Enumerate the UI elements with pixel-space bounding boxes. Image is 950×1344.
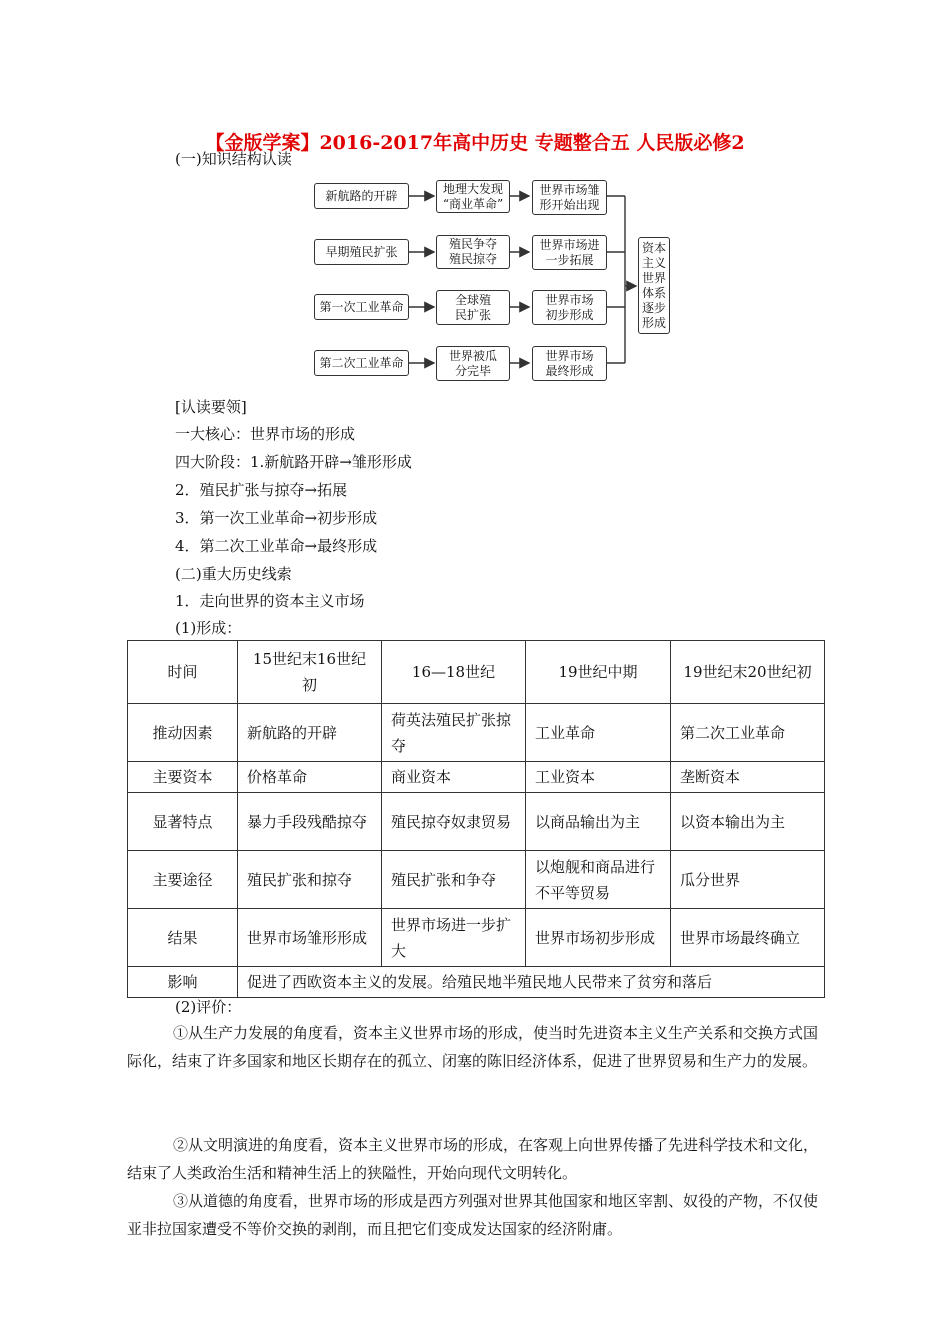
table-cell: 第二次工业革命 <box>671 704 825 762</box>
formation-label: (1)形成： <box>175 619 242 637</box>
table-header-cell: 19世纪末20世纪初 <box>671 641 825 704</box>
table-row-label: 推动因素 <box>128 704 238 762</box>
diagram-market-3: 世界市场 初步形成 <box>532 290 607 325</box>
table-header-cell: 时间 <box>128 641 238 704</box>
diagram-market-1: 世界市场雏 形开始出现 <box>532 180 607 215</box>
table-impact-cell: 促进了西欧资本主义的发展。给殖民地半殖民地人民带来了贫穷和落后 <box>238 967 825 998</box>
table-row-label: 结果 <box>128 909 238 967</box>
history-table <box>127 640 825 998</box>
page-title: 【金版学案】2016-2017年高中历史 专题整合五 人民版必修2 <box>205 132 745 154</box>
diagram-stage-2: 早期殖民扩张 <box>314 239 409 265</box>
table-cell: 商业资本 <box>382 762 526 793</box>
table-row-label: 主要途径 <box>128 851 238 909</box>
table-row <box>128 793 825 851</box>
table-cell: 工业资本 <box>526 762 671 793</box>
table-row <box>128 851 825 909</box>
diagram-result: 资本 主义 世界 体系 逐步 形成 <box>638 237 670 334</box>
table-cell: 世界市场初步形成 <box>526 909 671 967</box>
evaluation-paragraph-3: ③从道德的角度看，世界市场的形成是西方列强对世界其他国家和地区宰割、奴役的产物，不仅使亚非拉国家遭受不等价交换的剥削，而且把它们变成发达国家的经济附庸。 <box>127 1192 819 1238</box>
table-header-cell: 15世纪末16世纪初 <box>238 641 382 704</box>
table-cell: 世界市场雏形形成 <box>238 909 382 967</box>
table-cell: 新航路的开辟 <box>238 704 382 762</box>
table-cell: 以炮舰和商品进行不平等贸易 <box>526 851 671 909</box>
table-header-cell: 16—18世纪 <box>382 641 526 704</box>
table-cell: 瓜分世界 <box>671 851 825 909</box>
reading-core: 一大核心：世界市场的形成 <box>175 425 356 443</box>
table-row <box>128 762 825 793</box>
diagram-event-1: 地理大发现 “商业革命” <box>436 180 510 213</box>
reading-stages: 四大阶段：1.新航路开辟→雏形形成 <box>175 453 412 471</box>
evaluation-paragraph-1: ①从生产力发展的角度看，资本主义世界市场的形成，使当时先进资本主义生产关系和交换方式国际化，结束了许多国家和地区长期存在的孤立、闭塞的陈旧经济体系，促进了世界贸易和生产力的发展。 <box>127 1024 819 1070</box>
table-cell: 以商品输出为主 <box>526 793 671 851</box>
table-row-label: 显著特点 <box>128 793 238 851</box>
table-cell: 以资本输出为主 <box>671 793 825 851</box>
table-cell: 世界市场最终确立 <box>671 909 825 967</box>
table-cell: 价格革命 <box>238 762 382 793</box>
table-row-label: 影响 <box>128 967 238 998</box>
table-row <box>128 704 825 762</box>
topic-heading: 1．走向世界的资本主义市场 <box>175 592 365 610</box>
table-cell: 世界市场进一步扩大 <box>382 909 526 967</box>
diagram-stage-3: 第一次工业革命 <box>314 294 409 320</box>
reading-stage-3: 3．第一次工业革命→初步形成 <box>175 509 378 527</box>
reading-stage-2: 2．殖民扩张与掠夺→拓展 <box>175 481 348 499</box>
diagram-stage-1: 新航路的开辟 <box>314 183 409 209</box>
diagram-market-2: 世界市场进 一步拓展 <box>532 235 607 270</box>
reading-stage-4: 4．第二次工业革命→最终形成 <box>175 537 378 555</box>
diagram-event-3: 全球殖 民扩张 <box>436 290 510 325</box>
table-cell: 垄断资本 <box>671 762 825 793</box>
section-heading-structure: (一)知识结构认读 <box>175 150 292 168</box>
reading-heading: [认读要领] <box>175 398 247 416</box>
evaluation-paragraph-2: ②从文明演进的角度看，资本主义世界市场的形成，在客观上向世界传播了先进科学技术和文化，结束了人类政治生活和精神生活上的狭隘性，开始向现代文明转化。 <box>127 1136 819 1182</box>
table-cell: 工业革命 <box>526 704 671 762</box>
table-cell: 殖民扩张和掠夺 <box>238 851 382 909</box>
diagram-event-2: 殖民争夺 殖民掠夺 <box>436 235 510 269</box>
table-row <box>128 909 825 967</box>
table-cell: 暴力手段残酷掠夺 <box>238 793 382 851</box>
table-cell: 荷英法殖民扩张掠夺 <box>382 704 526 762</box>
table-header-row <box>128 641 825 704</box>
section-heading-clues: (二)重大历史线索 <box>175 565 292 583</box>
table-cell: 殖民掠夺奴隶贸易 <box>382 793 526 851</box>
diagram-market-4: 世界市场 最终形成 <box>532 346 607 381</box>
table-header-cell: 19世纪中期 <box>526 641 671 704</box>
table-impact-row <box>128 967 825 998</box>
table-row-label: 主要资本 <box>128 762 238 793</box>
diagram-stage-4: 第二次工业革命 <box>314 350 409 376</box>
diagram-event-4: 世界被瓜 分完毕 <box>436 346 510 381</box>
table-cell: 殖民扩张和争夺 <box>382 851 526 909</box>
evaluation-label: (2)评价： <box>175 998 242 1016</box>
